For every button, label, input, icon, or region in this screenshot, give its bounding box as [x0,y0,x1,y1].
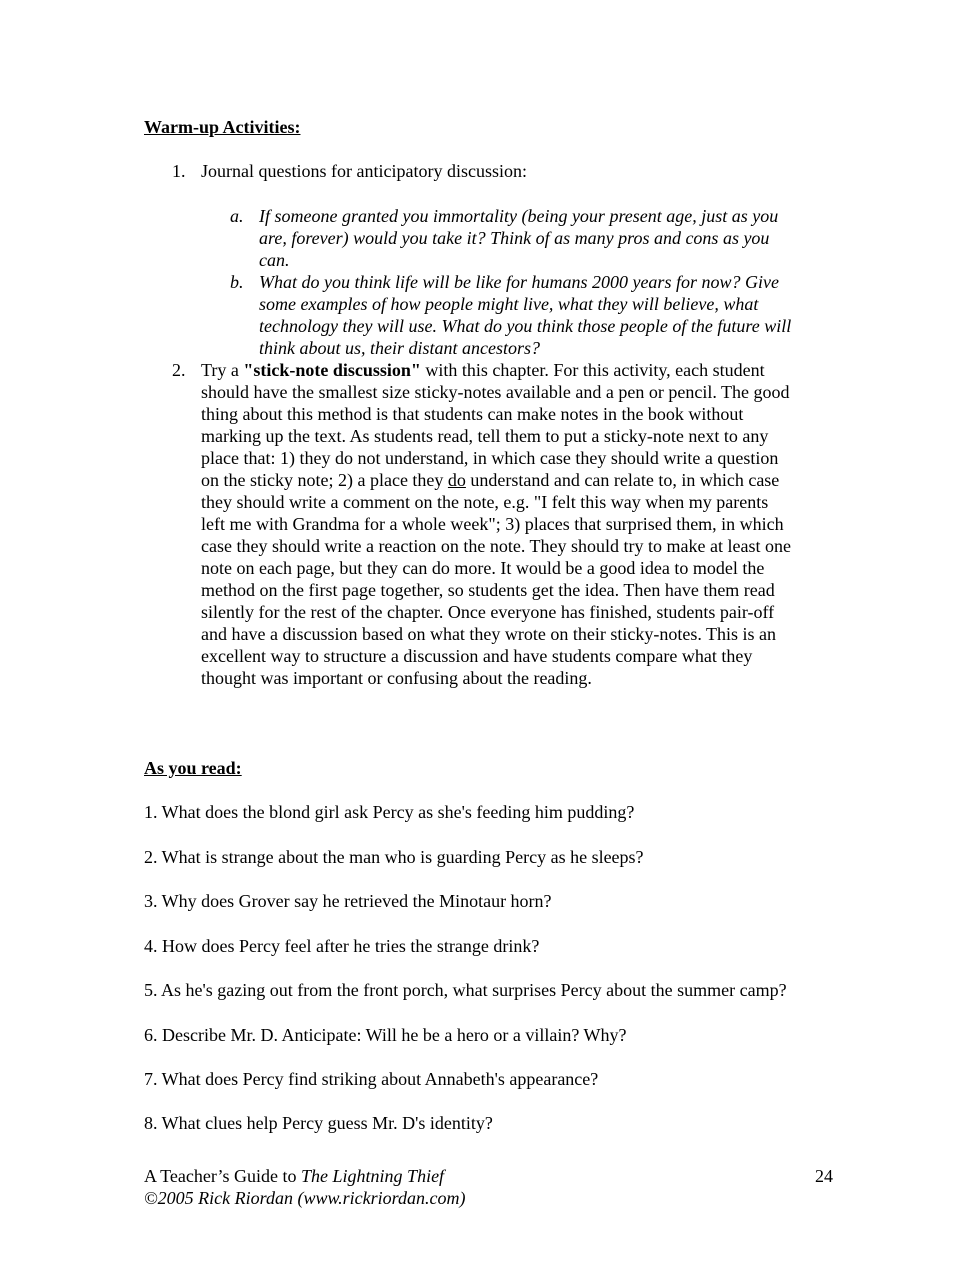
reading-heading: As you read: [144,758,242,778]
question: 8. What clues help Percy guess Mr. D's identity? [144,1113,493,1133]
text-line: What do you think life will be like for humans 2000 years for now? Give [259,272,779,292]
question: 5. As he's gazing out from the front porch, what surprises Percy about the summer camp? [144,980,787,1000]
text-line: note on each page, but they can do more. It would be a good idea to model the [201,558,765,578]
sub-letter-b: b. [230,272,244,292]
question: 2. What is strange about the man who is guarding Percy as he sleeps? [144,847,644,867]
footer-book-title: The Lightning Thief [301,1166,445,1186]
question: 3. Why does Grover say he retrieved the Minotaur horn? [144,891,552,911]
text-line: excellent way to structure a discussion and have students compare what they [201,646,753,666]
text-line: and have a discussion based on what they wrote on their sticky-notes. This is an [201,624,777,644]
text-line: some examples of how people might live, what they will believe, what [259,294,759,314]
sub-letter-a: a. [230,206,244,226]
text-line: left me with Grandma for a whole week"; 3) places that surprised them, in which [201,514,784,534]
text-segment: on the sticky note; 2) a place they [201,470,448,490]
text-line [201,469,791,491]
text-line: can. [259,250,290,270]
text-line: silently for the rest of the chapter. Once everyone has finished, students pair-off [201,602,775,622]
sub-item-b [259,271,791,359]
text-segment: Try a [201,360,244,380]
text-line: thing about this method is that students can make notes in the book without [201,404,744,424]
question: 1. What does the blond girl ask Percy as she's feeding him pudding? [144,802,635,822]
text-line: marking up the text. As students read, tell them to put a sticky-note next to any [201,426,769,446]
text-line: should have the smallest size sticky-notes available and a pen or pencil. The good [201,382,790,402]
footer-prefix: A Teacher’s Guide to [144,1166,302,1186]
text-line: thought was important or confusing about the reading. [201,668,592,688]
question: 6. Describe Mr. D. Anticipate: Will he be a hero or a villain? Why? [144,1025,627,1045]
text-line: place that: 1) they do not understand, in which case they should write a question [201,448,779,468]
text-line: case they should write a reaction on the note. They should try to make at least one [201,536,791,556]
item-number: 1. [172,161,186,181]
footer-copyright: ©2005 Rick Riordan (www.rickriordan.com) [144,1188,466,1208]
text-segment: with this chapter. For this activity, each student [420,360,765,380]
question: 7. What does Percy find striking about Annabeth's appearance? [144,1069,599,1089]
footer-guide-title [144,1165,444,1187]
text-line: they should write a comment on the note, e.g. "I felt this way when my parents [201,492,769,512]
text-segment: understand and can relate to, in which case [465,470,780,490]
text-line: If someone granted you immortality (being your present age, just as you [259,206,779,226]
sub-item-a [259,205,778,271]
text-line: technology they will use. What do you think those people of the future will [259,316,792,336]
question: 4. How does Percy feel after he tries the strange drink? [144,936,540,956]
warmup-heading: Warm-up Activities: [144,117,301,137]
text-line: method on the first page together, so students get the idea. Then have them read [201,580,775,600]
text-line: think about us, their distant ancestors? [259,338,540,358]
item2-paragraph [201,359,791,689]
bold-term: "stick-note discussion" [243,360,421,380]
page-number: 24 [815,1166,833,1186]
underlined-word: do [447,470,466,490]
item-number: 2. [172,360,186,380]
item1-text: Journal questions for anticipatory discussion: [201,161,527,181]
text-line: are, forever) would you take it? Think of as many pros and cons as you [259,228,770,248]
text-line [201,359,791,381]
